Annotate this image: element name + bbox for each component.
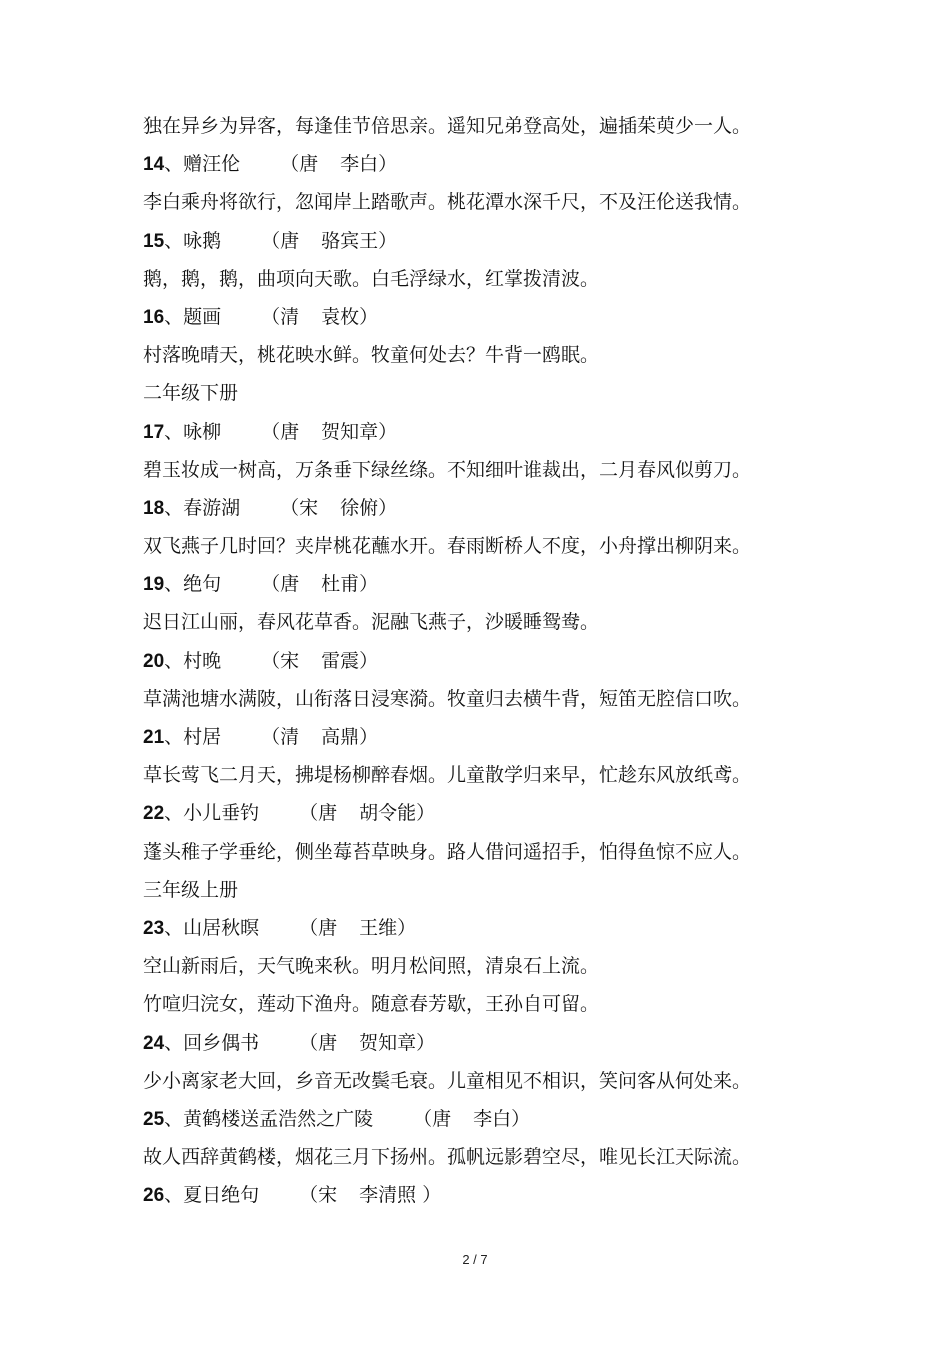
poem-number: 21 — [143, 727, 165, 748]
poem-name: 、赠汪伦 — [164, 153, 241, 176]
poem-number: 16 — [143, 306, 165, 328]
poem-dynasty: （清 — [261, 305, 300, 328]
poem-number: 19 — [143, 574, 165, 596]
poem-title — [143, 1100, 823, 1138]
poem-number: 18 — [143, 497, 165, 519]
poem-name: 、咏鹅 — [164, 229, 222, 252]
poem-title — [143, 794, 823, 832]
poem-title — [143, 642, 823, 680]
poem-author: 袁枚） — [321, 305, 379, 328]
poem-dynasty: （唐 — [299, 916, 338, 939]
poem-number: 22 — [143, 803, 165, 825]
poem-text: 双飞燕子几时回？夹岸桃花蘸水开。春雨断桥人不度，小舟撑出柳阴来。 — [143, 535, 752, 558]
page-number: 2 / 7 — [462, 1252, 488, 1267]
poem-text: 少小离家老大回，乡音无改鬓毛衰。儿童相见不相识，笑问客从何处来。 — [143, 1069, 752, 1092]
poem-name: 、村晚 — [164, 649, 222, 672]
poem-text: 迟日江山丽，春风花草香。泥融飞燕子，沙暖睡鸳鸯。 — [143, 611, 600, 634]
poem-number: 26 — [143, 1185, 165, 1207]
poem-text: 草长莺飞二月天，拂堤杨柳醉春烟。儿童散学归来早，忙趁东风放纸鸢。 — [143, 764, 752, 787]
poem-name: 、小儿垂钓 — [164, 802, 260, 825]
poem-author: 李白） — [473, 1107, 531, 1130]
poem-name: 、绝句 — [164, 573, 222, 596]
poem-dynasty: （唐 — [299, 802, 338, 825]
poem-text: 空山新雨后，天气晚来秋。明月松间照，清泉石上流。 — [143, 955, 600, 978]
poem-number: 24 — [143, 1032, 165, 1054]
poem-dynasty: （宋 — [261, 649, 300, 672]
poem-dynasty: （唐 — [261, 420, 300, 443]
poem-name: 、春游湖 — [164, 496, 241, 519]
poem-dynasty: （唐 — [261, 229, 300, 252]
poem-author: 王维） — [359, 916, 417, 939]
poem-text: 独在异乡为异客，每逢佳节倍思亲。遥知兄弟登高处，遍插茱萸少一人。 — [143, 115, 752, 137]
poem-title — [143, 145, 823, 183]
poem-text: 故人西辞黄鹤楼，烟花三月下扬州。孤帆远影碧空尽，唯见长江天际流。 — [143, 1146, 752, 1169]
poem-text: 碧玉妆成一树高，万条垂下绿丝绦。不知细叶谁裁出，二月春风似剪刀。 — [143, 458, 752, 481]
poem-name: 、回乡偶书 — [164, 1031, 260, 1054]
poem-name: 、山居秋暝 — [164, 916, 260, 939]
poem-name: 、夏日绝句 — [164, 1184, 260, 1207]
poem-author: 李白） — [340, 153, 398, 176]
poem-dynasty: （唐 — [413, 1107, 452, 1130]
section-heading: 二年级下册 — [143, 382, 239, 405]
poem-dynasty: （唐 — [299, 1031, 338, 1054]
poem-list — [143, 107, 823, 1214]
poem-name: 、黄鹤楼送孟浩然之广陵 — [164, 1107, 374, 1130]
poem-title — [143, 1024, 823, 1062]
poem-author: 高鼎） — [321, 726, 379, 748]
poem-name: 、村居 — [164, 726, 222, 748]
section-heading: 三年级上册 — [143, 878, 239, 901]
poem-name: 、咏柳 — [164, 420, 222, 443]
poem-title — [143, 489, 823, 527]
poem-number: 23 — [143, 917, 165, 939]
poem-author: 胡令能） — [359, 802, 436, 825]
poem-dynasty: （宋 — [299, 1184, 338, 1207]
poem-author: 贺知章） — [359, 1031, 436, 1054]
poem-text: 草满池塘水满陂，山衔落日浸寒漪。牧童归去横牛背，短笛无腔信口吹。 — [143, 687, 752, 710]
poem-number: 20 — [143, 650, 165, 672]
poem-dynasty: （唐 — [280, 153, 319, 176]
poem-author: 骆宾王） — [321, 229, 398, 252]
poem-author: 贺知章） — [321, 420, 398, 443]
poem-text: 蓬头稚子学垂纶，侧坐莓苔草映身。路人借问遥招手，怕得鱼惊不应人。 — [143, 840, 752, 863]
poem-title — [143, 565, 823, 603]
poem-author: 雷震） — [321, 649, 379, 672]
poem-name: 、题画 — [164, 305, 222, 328]
poem-title — [143, 1176, 823, 1214]
poem-title — [143, 413, 823, 451]
poem-number: 17 — [143, 421, 165, 443]
poem-text: 鹅，鹅，鹅，曲项向天歌。白毛浮绿水，红掌拨清波。 — [143, 267, 600, 290]
poem-text: 李白乘舟将欲行，忽闻岸上踏歌声。桃花潭水深千尺，不及汪伦送我情。 — [143, 191, 752, 214]
poem-number: 25 — [143, 1108, 165, 1130]
poem-title — [143, 909, 823, 947]
poem-text: 村落晚晴天，桃花映水鲜。牧童何处去？牛背一鸥眠。 — [143, 344, 600, 367]
poem-dynasty: （宋 — [280, 496, 319, 519]
poem-author: 徐俯） — [340, 496, 398, 519]
poem-author: 杜甫） — [321, 573, 379, 596]
poem-dynasty: （清 — [261, 726, 300, 748]
poem-text: 竹喧归浣女，莲动下渔舟。随意春芳歇，王孙自可留。 — [143, 993, 600, 1016]
poem-number: 15 — [143, 230, 165, 252]
poem-title — [143, 718, 823, 756]
poem-dynasty: （唐 — [261, 573, 300, 596]
poem-title — [143, 222, 823, 260]
poem-title — [143, 298, 823, 336]
poem-number: 14 — [143, 154, 165, 176]
poem-author: 李清照 ） — [359, 1184, 442, 1207]
